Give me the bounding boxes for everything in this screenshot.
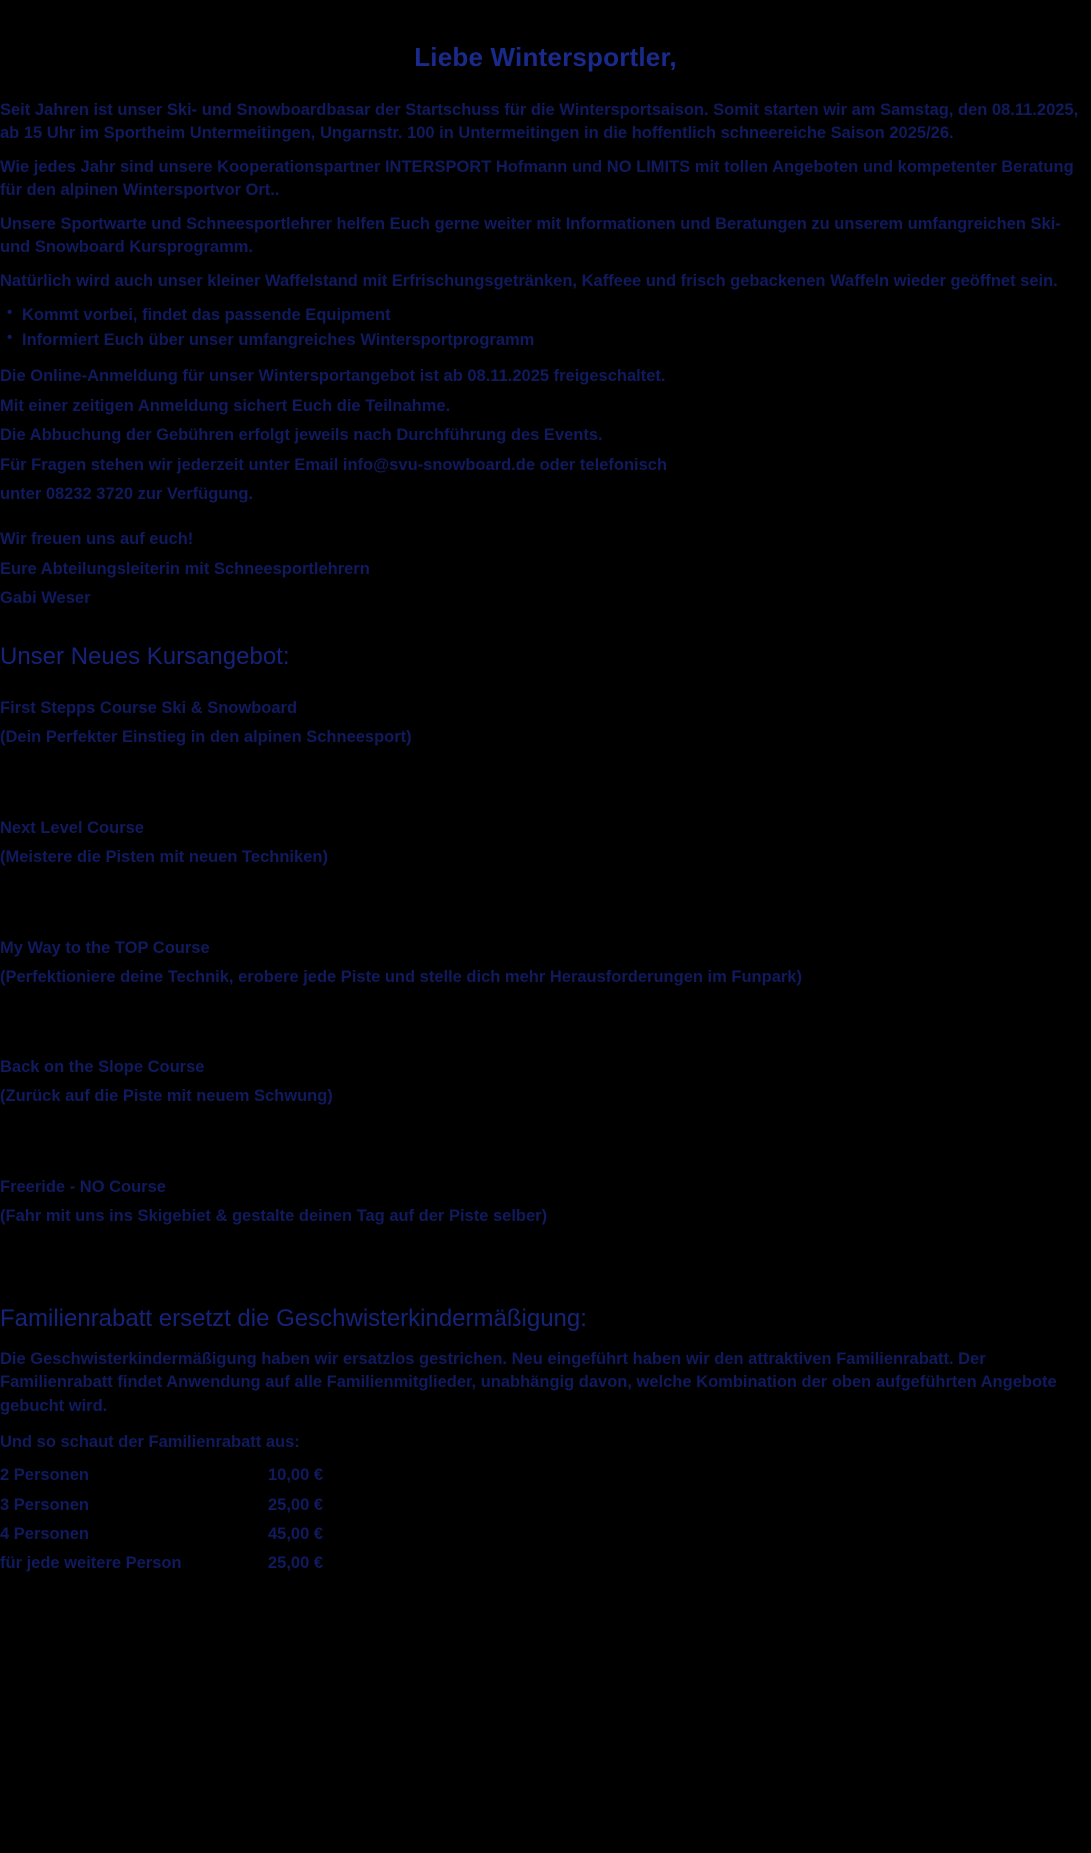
family-discount-intro: Und so schaut der Familienrabatt aus: — [0, 1432, 300, 1451]
list-item: • Kommt vorbei, findet das passende Equipment — [0, 303, 1091, 328]
table-cell-value: 25,00 € — [268, 1495, 324, 1514]
table-cell-value: 10,00 € — [268, 1466, 324, 1485]
info-line-1: Die Online-Anmeldung für unser Wintersportangebot ist ab 08.11.2025 freigeschaltet. — [0, 367, 666, 386]
list-item: • Informiert Euch über unser umfangreiches Wintersportprogramm — [0, 328, 1091, 353]
table-cell-value: 45,00 € — [268, 1525, 324, 1544]
courses-heading: Unser Neues Kursangebot: — [0, 643, 290, 671]
spacer — [0, 613, 1091, 643]
info-line-2: Mit einer zeitigen Anmeldung sichert Euch die Teilnahme. — [0, 396, 451, 415]
course-subtitle-my-way-to-the-top: (Perfektioniere deine Technik, erobere jede Piste und stelle dich mehr Herausforderungen im Funpark) — [0, 967, 802, 986]
table-row — [0, 1549, 468, 1578]
course-title-back-on-the-slope: Back on the Slope Course — [0, 1058, 205, 1077]
closing-line-2: Eure Abteilungsleiterin mit Schneesportlehrern — [0, 559, 370, 578]
table-cell-label: für jede weitere Person — [0, 1554, 182, 1573]
table-cell-label: 3 Personen — [0, 1495, 89, 1514]
table-cell-value: 25,00 € — [268, 1554, 324, 1573]
closing-line-1: Wir freuen uns auf euch! — [0, 530, 194, 549]
course-title-freeride-no-course: Freeride - NO Course — [0, 1178, 166, 1197]
info-line-phone: unter 08232 3720 zur Verfügung. — [0, 484, 254, 503]
course-subtitle-back-on-the-slope: (Zurück auf die Piste mit neuem Schwung) — [0, 1087, 333, 1106]
intro-paragraph-1: Seit Jahren ist unser Ski- und Snowboardbasar der Startschuss für die Wintersportsaison. Somit starten wir am Samstag, den 08.11.2025, ab 15 Uhr im Sportheim Untermeitingen, Ungarnstr. 100 in Untermeitingen in die hoffentlich schneereiche Saison 2025/26. — [0, 101, 1079, 143]
intro-paragraph-2: Wie jedes Jahr sind unsere Kooperationspartner INTERSPORT Hofmann und NO LIMITS mit tollen Angeboten und kompetenter Beratung für den alpinen Wintersportvor Ort.. — [0, 157, 1074, 200]
table-cell-label: 2 Personen — [0, 1466, 89, 1485]
document-content — [0, 42, 1091, 1579]
highlight-bullet-list — [0, 303, 1091, 353]
family-discount-paragraph: Die Geschwisterkindermäßigung haben wir ersatzlos gestrichen. Neu eingeführt haben wir den attraktiven Familienrabatt. Der Familienrabatt findet Anwendung auf alle Familienmitglieder, unabhängig davon, welche Kombination der oben aufgeführten Angebote gebucht wird. — [0, 1349, 1057, 1415]
intro-paragraph-3: Unsere Sportwarte und Schneesportlehrer helfen Euch gerne weiter mit Informationen und Beratungen zu unserem umfangreichen Ski- und Snowboard Kursprogramm. — [0, 214, 1061, 257]
info-line-email: Für Fragen stehen wir jederzeit unter Email info@svu-snowboard.de oder telefonisch — [0, 455, 668, 474]
course-subtitle-first-stepps: (Dein Perfekter Einstieg in den alpinen Schneesport) — [0, 728, 412, 746]
family-discount-table — [0, 1461, 468, 1578]
table-row — [0, 1491, 468, 1520]
intro-paragraph-4: Natürlich wird auch unser kleiner Waffelstand mit Erfrischungsgetränken, Kaffeee und frisch gebackenen Waffeln wieder geöffnet sein. — [0, 271, 1058, 290]
table-row — [0, 1520, 468, 1549]
family-discount-heading: Familienrabatt ersetzt die Geschwisterkindermäßigung: — [0, 1304, 587, 1332]
table-cell-label: 4 Personen — [0, 1525, 89, 1544]
table-row — [0, 1461, 468, 1490]
course-subtitle-freeride-no-course: (Fahr mit uns ins Skigebiet & gestalte deinen Tag auf der Piste selber) — [0, 1207, 548, 1225]
spacer — [0, 509, 1091, 525]
info-line-3: Die Abbuchung der Gebühren erfolgt jeweils nach Durchführung des Events. — [0, 426, 603, 445]
page-title: Liebe Wintersportler, — [414, 42, 677, 72]
course-title-my-way-to-the-top: My Way to the TOP Course — [0, 938, 210, 957]
signature-name: Gabi Weser — [0, 588, 91, 607]
course-title-first-stepps: First Stepps Course Ski & Snowboard — [0, 699, 298, 718]
course-title-next-level: Next Level Course — [0, 818, 144, 837]
course-subtitle-next-level: (Meistere die Pisten mit neuen Techniken) — [0, 847, 328, 866]
